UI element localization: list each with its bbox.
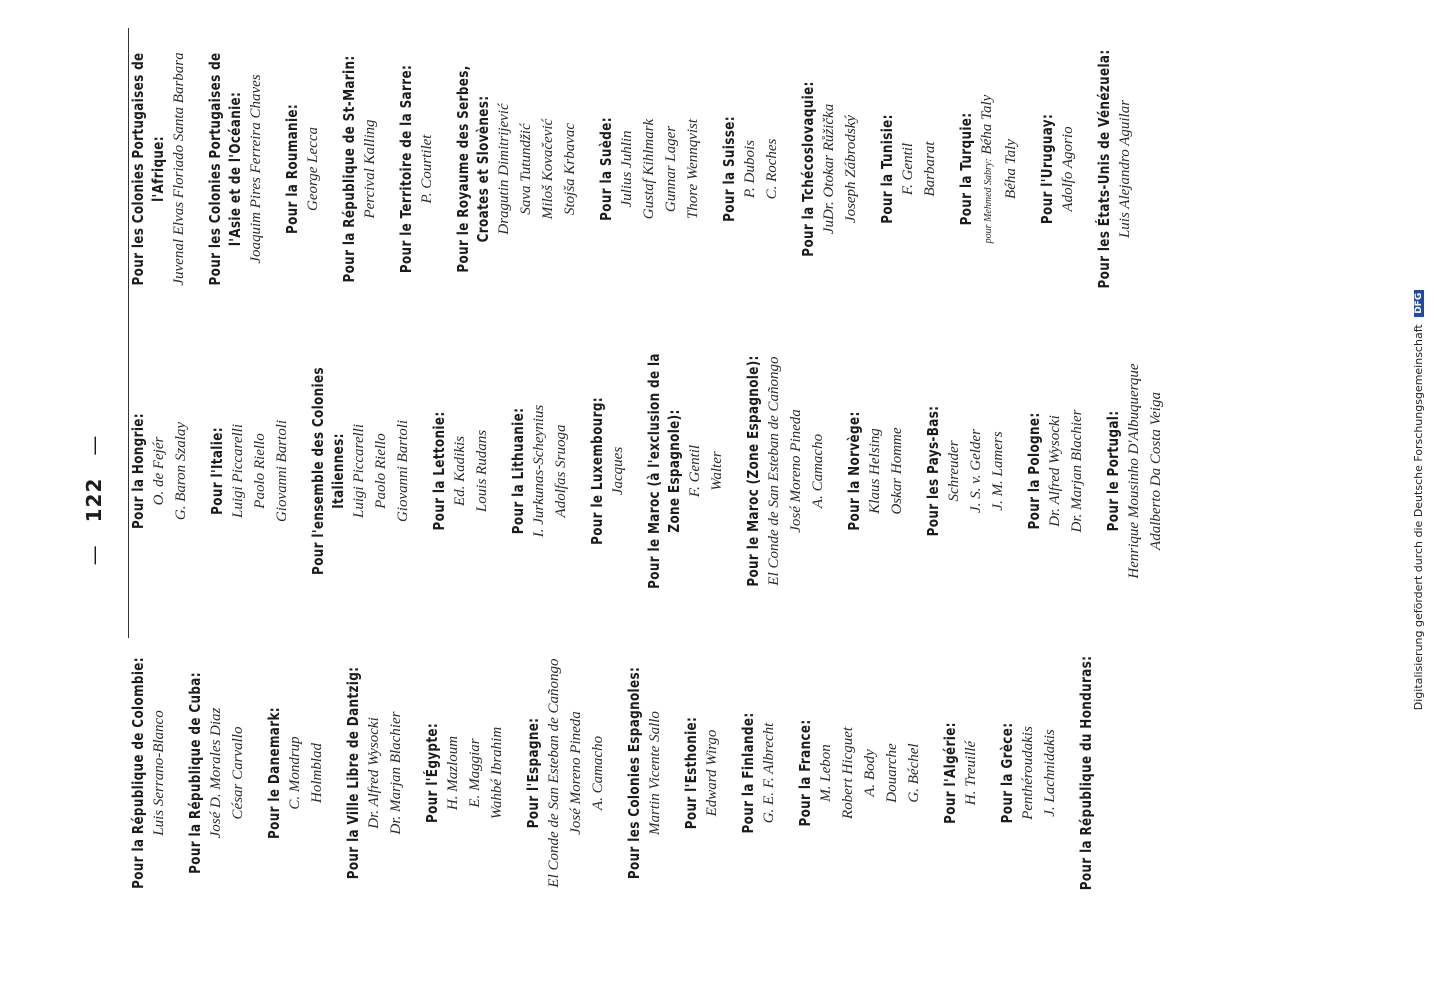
country-heading: Pour la Tunisie: [878,114,896,224]
signatory-text: El Conde de San Esteban de Cañongo [546,658,562,888]
signatory-text: José Moreno Pineda [788,409,804,533]
signatory-name [284,622,306,924]
signatory-name [1044,320,1066,622]
signatory-name [148,320,170,622]
signatory-group [624,622,666,924]
signatory-text: Luigi Piccarelli [230,424,246,519]
signatory-name [943,320,965,622]
signatory-text: Dr. Marjan Blachier [388,711,404,835]
signatory-text: José D. Morales Diaz [208,707,224,839]
signatory-text: Adalberto Da Costa Veiga [1148,392,1164,550]
signatory-name [818,18,840,320]
signatory-text: A. Body [862,749,878,797]
signatory-name [471,320,493,622]
signatory-group [1094,18,1136,320]
signatory-text: Luis Serrano-Blanco [151,710,167,836]
country-heading: Pour l'Égypte: [423,722,441,824]
signatory-group [282,18,324,320]
signatory-prefix: pour Mehmed Sabry: [983,158,994,244]
signatory-text: JuDr. Otokar Růžička [821,103,837,235]
dfg-badge: DFG [1414,290,1424,317]
signatory-text: Martin Vicente Sallo [647,711,663,835]
signatory-text: Gustaf Kihlmark [641,118,657,220]
signatory-name [837,622,859,924]
signatory-text: Giovanni Bartoli [274,419,290,523]
signatory-text: Thore Wennqvist [685,118,701,220]
signatory-text: Ed. Kadikis [452,436,468,506]
signatory-text: Barbarat [922,141,938,197]
signatory-name [739,18,761,320]
country-heading: Pour le Danemark: [265,707,283,839]
signatory-group [429,320,493,622]
signatory-text: Juvenal Elvas Floriado Santa Barbara [171,52,187,286]
signatory-text: Béha Taly [1003,139,1019,199]
signatory-text: O. de Fejér [151,436,167,506]
signatory-text: Gunnar Lager [663,125,679,213]
signatory-text: Sava Tutundžić [518,123,534,215]
signatory-group [308,320,414,622]
country-heading: Pour la Grèce: [998,722,1016,824]
signatory-text: José Moreno Pineda [568,711,584,835]
signatory-name [306,622,328,924]
signatory-text: Adolfas Sruoga [553,424,569,518]
signatory-name [706,320,728,622]
signatory-group [128,18,190,320]
signatory-name [1123,320,1145,622]
signatory-group [844,320,908,622]
signatory-group [877,18,941,320]
signatory-column-right [128,18,1151,320]
signatory-text: César Carvallo [230,726,246,820]
signatory-name [886,320,908,622]
signatory-name [442,622,464,924]
signatory-text: Paolo Riello [252,433,268,509]
signatory-group [997,622,1061,924]
signatory-text: Oskar Homme [889,427,905,515]
signatory-text: Louis Rudans [474,429,490,513]
country-heading: Pour l'Espagne: [524,717,542,829]
signatory-name [1017,622,1039,924]
signatory-name [919,18,941,320]
signatory-name [660,18,682,320]
signatory-group [523,622,609,924]
signatory-text: P. Dubois [742,139,758,199]
signatory-group [923,320,1009,622]
country-heading: Pour la République de St-Marin: [340,55,358,283]
signatory-text: F. Gentil [900,142,916,196]
country-heading: Pour l'Italie: [208,427,226,515]
signatory-group [644,320,728,622]
signatory-text: H. Treuillé [963,740,979,806]
signatory-text: Paolo Riello [373,433,389,509]
signatory-group [719,18,783,320]
signatory-text: H. Mazloum [445,735,461,811]
country-heading: Pour la Lithuanie: [509,407,527,535]
signatory-name [701,622,723,924]
country-heading: Pour le Portugal: [1104,410,1122,532]
signatory-name [385,622,407,924]
country-heading: Pour les Colonies Espagnoles: [625,666,643,880]
country-heading: Pour la Suède: [597,117,615,221]
signatory-name [515,18,537,320]
signatory-text: J. S. v. Gelder [968,429,984,513]
signatory-group [1076,622,1096,924]
signatory-name [761,18,783,320]
signatory-group [596,18,704,320]
signatory-name [392,320,414,622]
signatory-group [738,622,780,924]
signatory-name [758,622,780,924]
country-heading: Pour la Pologne: [1025,412,1043,530]
country-heading: Pour les Pays-Bas: [924,405,942,537]
signatory-name [1057,18,1079,320]
signatory-text: G. Béchel [906,743,922,803]
page-header [82,80,122,920]
digitization-note [1412,0,1432,1000]
signatory-text: Julius Juhlin [619,130,635,208]
digitization-note-text: Digitalisierung gefördert durch die Deutsche Forschungsgemeinschaft [1412,324,1425,711]
signatory-name [976,18,1000,320]
signatory-name [464,622,486,924]
country-heading: Pour les États-Unis de Vénézuela: [1095,49,1113,289]
signatory-name [815,622,837,924]
signatory-text: Jacques [610,446,626,496]
signatory-name [859,622,881,924]
signatory-name [644,622,666,924]
signatory-group [587,320,629,622]
signatory-text: El Conde de San Esteban de Cañongo [766,356,782,586]
signatory-group [396,18,438,320]
country-heading: Pour les Colonies Portugaises de l'Afrique: [129,52,167,286]
signatory-group [743,320,829,622]
signatory-name [559,18,581,320]
signatory-name [1066,320,1088,622]
signatory-text: Joseph Zábrodský [843,114,859,224]
signatory-text: Béha Taly [979,94,995,155]
signatory-group [207,320,293,622]
signatory-text: Dr. Alfred Wysocki [366,717,382,829]
signatory-text: George Lecca [305,127,321,211]
signatory-text: E. Maggiar [467,738,483,808]
signatory-name [528,320,550,622]
signatory-name [416,18,438,320]
signatory-name [987,320,1009,622]
signatory-text: Dr. Alfred Wysocki [1047,415,1063,527]
signatory-name [550,320,572,622]
country-heading: Pour la Ville Libre de Dantzig: [344,666,362,880]
signatory-name [1039,622,1061,924]
signatory-text: Edward Wirgo [704,729,720,817]
signatory-text: G. E. F. Albrecht [761,722,777,824]
signatory-name [807,320,829,622]
country-heading: Pour la République de Cuba: [186,672,204,874]
signatory-name [493,18,515,320]
signatory-text: C. Roches [764,138,780,200]
country-heading: Pour la France: [796,719,814,827]
signatory-name [363,622,385,924]
signatory-name [486,622,508,924]
header-dash-right: — [82,434,106,456]
signatory-name [449,320,471,622]
signatory-name [785,320,807,622]
signatory-name [763,320,785,622]
signatory-name [1145,320,1167,622]
signatory-name [227,320,249,622]
country-heading: Pour l'Uruguay: [1038,113,1056,225]
signatory-text: J. M. Lamers [990,431,1006,511]
signatory-name [565,622,587,924]
country-heading: Pour le Maroc (Zone Espagnole): [744,355,762,587]
signatory-text: M. Lebon [818,744,834,802]
signatory-group [681,622,723,924]
signatory-group [1103,320,1167,622]
signatory-name [638,18,660,320]
signatory-name [543,622,565,924]
signatory-name [170,320,192,622]
signatory-text: Wahbé Ibrahim [489,726,505,820]
country-heading: Pour la Hongrie: [129,413,147,529]
signatory-text: J. Lachnidakis [1042,729,1058,817]
signatory-name [271,320,293,622]
signatory-group [795,622,925,924]
signatory-name [587,622,609,924]
signatory-name [881,622,903,924]
signatory-group [1024,320,1088,622]
signatory-text: Walter [709,451,725,491]
signatory-name [537,18,559,320]
signatory-group [508,320,572,622]
page-number: 122 [82,477,106,523]
signatory-name [359,18,381,320]
signatory-text: P. Courtilet [419,134,435,204]
signatory-column-left [128,622,1111,924]
signatory-group [422,622,508,924]
signatory-group [339,18,381,320]
signatory-group [264,622,328,924]
signatory-text: F. Gentil [687,444,703,498]
country-heading: Pour la Norvège: [845,411,863,531]
signatory-name [148,622,170,924]
signatory-text: Miloš Kovačević [540,118,556,220]
signatory-group [205,18,267,320]
signatory-name [302,18,324,320]
country-heading: Pour la Roumanie: [283,103,301,235]
signatory-name [370,320,392,622]
signatory-text: Percival Kalling [362,119,378,219]
signatory-text: Douarche [884,743,900,803]
signatory-name [960,622,982,924]
country-heading: Pour l'Esthonie: [682,716,700,830]
signatory-text: Dragutin Dimitrijević [496,103,512,235]
signatory-name [607,320,629,622]
signatory-text: Dr. Marjan Blachier [1069,409,1085,533]
signatory-group [1037,18,1079,320]
signatory-name [864,320,886,622]
country-heading: Pour la Tchécoslovaquie: [799,81,817,257]
country-heading: Pour la Suisse: [720,116,738,222]
country-heading: Pour l'Algérie: [941,722,959,824]
signatory-name [245,18,267,320]
signatory-group [128,320,192,622]
signatory-group [128,622,170,924]
signatory-text: Henrique Mousinho D'Albuquerque [1126,363,1142,579]
country-heading: Pour la République de Colombie: [129,657,147,889]
signatory-name [249,320,271,622]
signatory-text: G. Baron Szalay [173,421,189,521]
country-heading: Pour la République du Honduras: [1077,655,1095,891]
country-heading: Pour le Territoire de la Sarre: [397,64,415,274]
signatory-text: Penthéroudakis [1020,726,1036,820]
signatory-text: C. Mondrup [287,736,303,810]
signatory-name [1114,18,1136,320]
signatory-text: Schreuder [946,440,962,502]
signatory-name [903,622,925,924]
country-heading: Pour le Royaume des Serbes, Croates et Slovènes: [454,65,492,273]
signatory-text: Robert Hicguet [840,726,856,820]
signatory-text: Luigi Piccarelli [351,424,367,519]
signatory-name [348,320,370,622]
country-heading: Pour le Luxembourg: [588,397,606,545]
signatory-text: Giovanni Bartoli [395,419,411,523]
signatory-name [227,622,249,924]
signatory-text: Holmblad [309,743,325,803]
country-heading: Pour les Colonies Portugaises de l'Asie et de l'Océanie: [206,52,244,286]
signatory-name [965,320,987,622]
signatory-name [205,622,227,924]
signatory-name [616,18,638,320]
signatory-text: I. Jurkunas-Scheynius [531,404,547,538]
signatory-name [684,320,706,622]
header-dash-left: — [82,544,106,566]
signatory-name [840,18,862,320]
signatory-group [343,622,407,924]
signatory-text: Klaus Helsing [867,428,883,514]
signatory-column-middle [128,320,1182,622]
signatory-text: Stojša Krbavac [562,122,578,216]
signatory-text: A. Camacho [810,433,826,509]
signatory-name [897,18,919,320]
signatory-name [168,18,190,320]
country-heading: Pour le Maroc (à l'exclusion de la Zone Espagnole): [645,353,683,589]
signatory-text: Adolfo Agorio [1060,126,1076,212]
country-heading: Pour la Turquie: [957,112,975,226]
country-heading: Pour l'ensemble des Colonies Italiennes: [309,367,347,575]
signatory-group [798,18,862,320]
country-heading: Pour la Finlande: [739,712,757,834]
signatory-group [185,622,249,924]
signatory-text: Luis Alejandro Aguilar [1117,99,1133,239]
signatory-name [1000,18,1022,320]
country-heading: Pour la Lettonie: [430,411,448,531]
signatory-text: A. Camacho [590,735,606,811]
signatory-group [956,18,1022,320]
signatory-name [682,18,704,320]
signatory-group [453,18,581,320]
signatory-text: Joaquim Pires Ferreira Chaves [248,74,264,264]
signatory-group [940,622,982,924]
